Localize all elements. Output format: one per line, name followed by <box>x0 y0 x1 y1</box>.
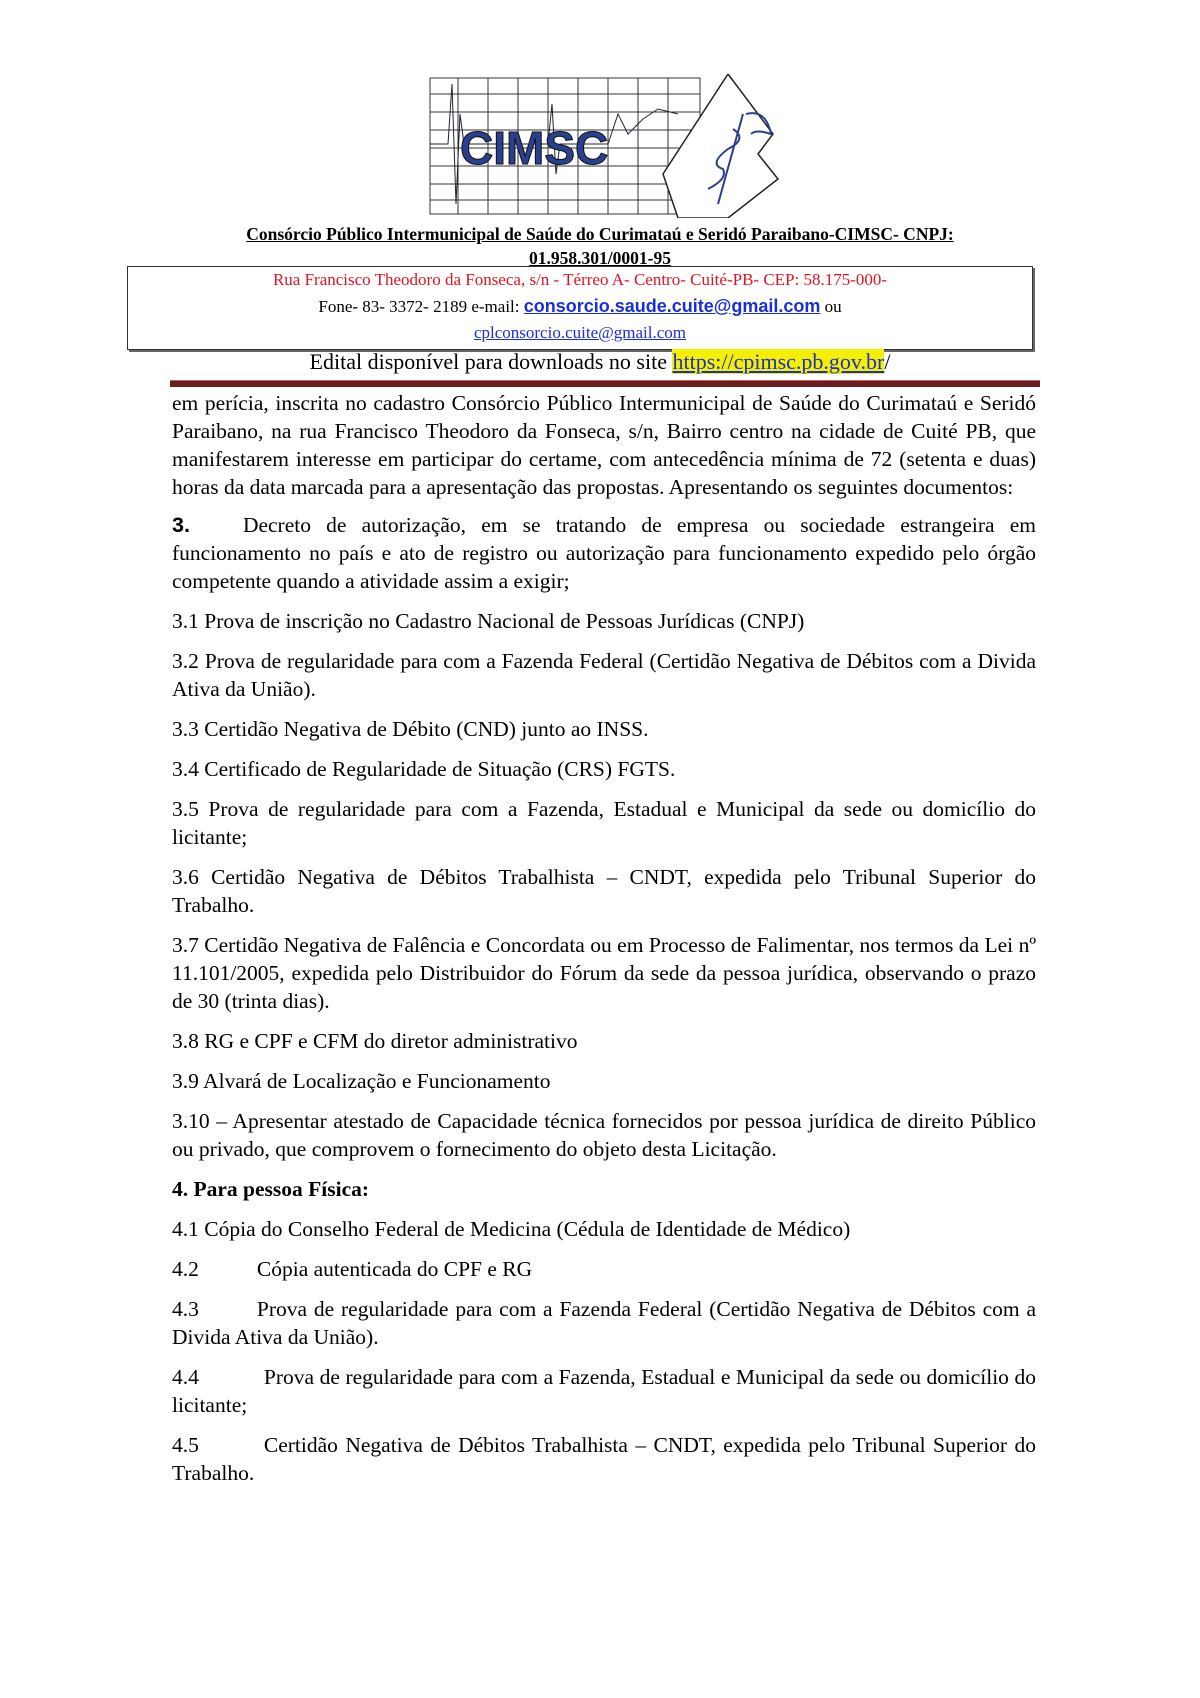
item-number: 4.5 <box>172 1433 199 1457</box>
item-3-1: 3.1 Prova de inscrição no Cadastro Nacional de Pessoas Jurídicas (CNPJ) <box>172 609 805 633</box>
item-3-6: 3.6 Certidão Negativa de Débitos Trabalhista – CNDT, expedida pelo Tribunal Superior do Trabalho. <box>172 865 1036 917</box>
item-3-text: Decreto de autorização, em se tratando de empresa ou sociedade estrangeira em funcionamento no país e ato de registro ou autorização para funcionamento expedido pelo órgão competente quando a atividade assim a exigir; <box>172 513 1036 593</box>
edital-text: Edital disponível para downloads no site <box>309 349 667 374</box>
phone: Fone- 83- 3372- 2189 e-mail <box>318 297 515 316</box>
item-3-10: 3.10 – Apresentar atestado de Capacidade técnica fornecidos por pessoa jurídica de direito Público ou privado, que comprovem o fornecimento do objeto desta Licitação. <box>172 1109 1036 1161</box>
item-number: 4.3 <box>172 1297 199 1321</box>
item-text: Prova de regularidade para com a Fazenda, Estadual e Municipal da sede ou domicílio do licitante; <box>172 1365 1036 1417</box>
address: Rua Francisco Theodoro da Fonseca, s/n - Térreo A- Centro- Cuité-PB- CEP: 58.175-000- <box>272 270 888 289</box>
item-4-5 <box>172 1431 1036 1487</box>
item-3-8: 3.8 RG e CPF e CFM do diretor administrativo <box>172 1029 578 1053</box>
item-4-3 <box>172 1295 1036 1351</box>
item-3-9: 3.9 Alvará de Localização e Funcionamento <box>172 1069 551 1093</box>
contact-line <box>128 293 1032 320</box>
item-number: 4.2 <box>172 1257 199 1281</box>
item-3-7: 3.7 Certidão Negativa de Falência e Concordata ou em Processo de Falimentar, nos termos da Lei nº 11.101/2005, expedida pelo Distribuidor do Fórum da sede da pessoa jurídica, observando o prazo de 30 (trinta dias). <box>172 933 1036 1013</box>
item-text: Cópia autenticada do CPF e RG <box>256 1257 533 1281</box>
item-3-5: 3.5 Prova de regularidade para com a Fazenda, Estadual e Municipal da sede ou domicílio do licitante; <box>172 797 1036 849</box>
item-3 <box>172 511 1036 595</box>
item-3-2: 3.2 Prova de regularidade para com a Fazenda Federal (Certidão Negativa de Débitos com a Divida Ativa da União). <box>172 649 1036 701</box>
header-divider <box>170 380 1040 387</box>
site-link[interactable]: https://cpimsc.pb.gov.br <box>672 349 885 374</box>
item-4-4 <box>172 1363 1036 1419</box>
svg-text:CIMSC: CIMSC <box>460 122 609 174</box>
item-3-4: 3.4 Certificado de Regularidade de Situação (CRS) FGTS. <box>172 757 676 781</box>
item-text: Prova de regularidade para com a Fazenda Federal (Certidão Negativa de Débitos com a Divida Ativa da União). <box>172 1297 1036 1349</box>
item-3-3: 3.3 Certidão Negativa de Débito (CND) junto ao INSS. <box>172 717 649 741</box>
or-text: ou <box>824 297 842 316</box>
contact-box <box>127 266 1033 350</box>
email-link-2[interactable]: cplconsorcio.cuite@gmail.com <box>473 323 687 342</box>
item-3-number: 3. <box>172 513 190 537</box>
organization-title <box>150 222 1050 270</box>
email-link-1[interactable]: consorcio.saude.cuite@gmail.com <box>523 296 821 316</box>
edital-notice <box>150 349 1050 375</box>
section-4-heading: 4. Para pessoa Física: <box>172 1177 370 1201</box>
item-number: 4.4 <box>172 1365 199 1389</box>
title-line-1: Consórcio Público Intermunicipal de Saúde do Curimataú e Seridó Paraibano-CIMSC- CNPJ: <box>246 224 954 244</box>
item-4-2 <box>172 1255 1036 1283</box>
item-4-1: 4.1 Cópia do Conselho Federal de Medicina (Cédula de Identidade de Médico) <box>172 1217 851 1241</box>
slash: / <box>884 349 891 374</box>
item-text: Certidão Negativa de Débitos Trabalhista – CNDT, expedida pelo Tribunal Superior do Trabalho. <box>172 1433 1036 1485</box>
document-body <box>172 389 1036 1499</box>
cnpj: 01.958.301/0001-95 <box>529 248 671 268</box>
colon: : <box>514 297 520 316</box>
cimsc-logo <box>428 74 784 218</box>
intro-paragraph: em perícia, inscrita no cadastro Consórcio Público Intermunicipal de Saúde do Curimataú e Seridó Paraibano, na rua Francisco Theodoro da Fonseca, s/n, Bairro centro na cidade de Cuité PB, que manifestarem interesse em participar do certame, com antecedência mínima de 72 (setenta e duas) horas da data marcada para a apresentação das propostas. Apresentando os seguintes documentos: <box>172 391 1036 499</box>
